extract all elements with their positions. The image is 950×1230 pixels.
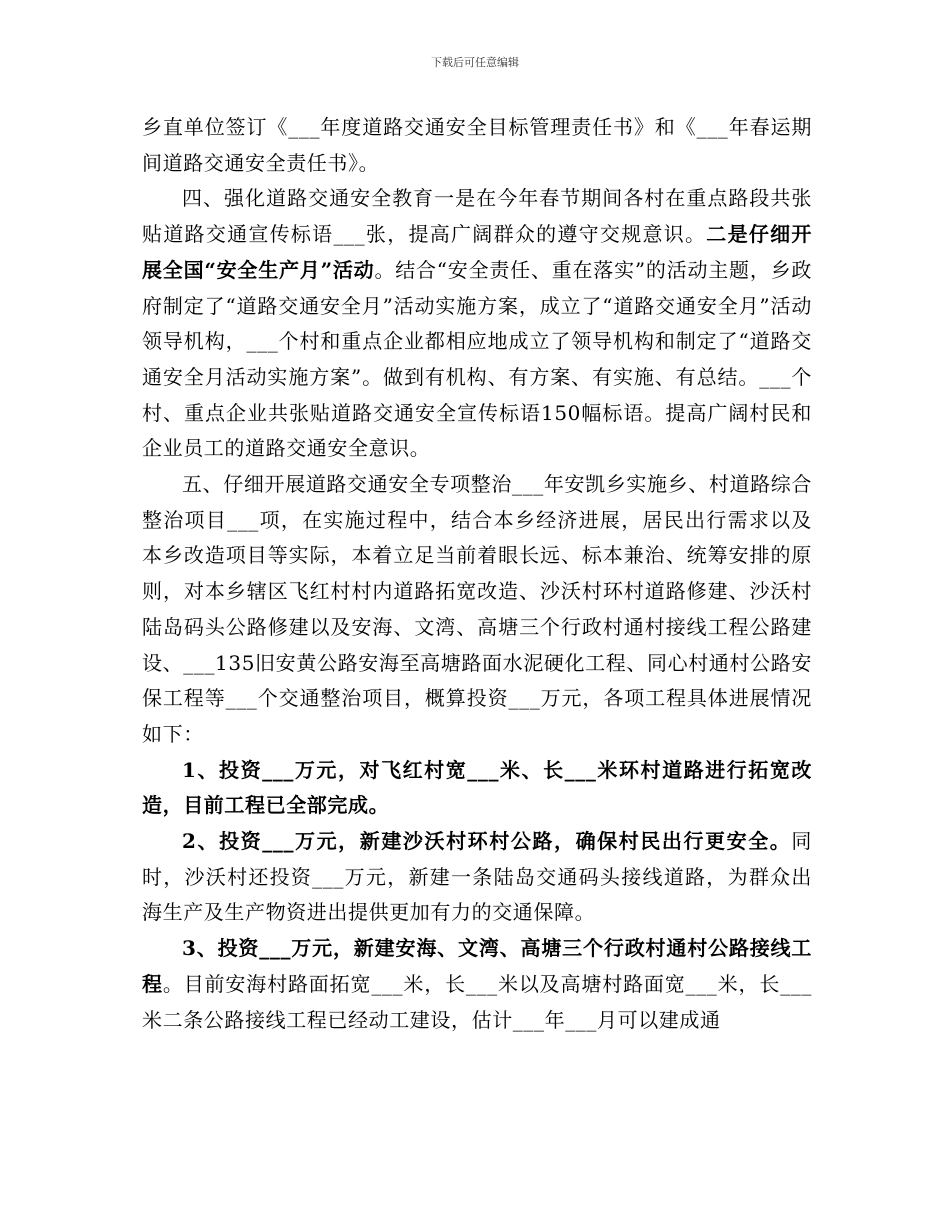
document-body (142, 110, 812, 1038)
education-text: 四、强化道路交通安全教育一是在今年春节期间各村在重点路段共张贴道路交通宣传标语___张，提高广阔群众的遵守交规意识。 (142, 186, 812, 247)
paragraph-item-2 (142, 824, 812, 931)
paragraph-rectification: 五、仔细开展道路交通安全专项整治___年安凯乡实施乡、村道路综合整治项目___项，在实施过程中，结合本乡经济进展，居民出行需求以及本乡改造项目等实际，本着立足当前着眼长远、标本兼治、统筹安排的原则，对本乡辖区飞红村村内道路拓宽改造、沙沃村环村道路修建、沙沃村陆岛码头公路修建以及安海、文湾、高塘三个行政村通村接线工程公路建设、___135旧安黄公路安海至高塘路面水泥硬化工程、同心村通村公路安保工程等___个交通整治项目，概算投资___万元，各项工程具体进展情况如下： (142, 472, 812, 746)
paragraph-education (142, 181, 812, 467)
item-3-heading: 3、投资___万元，新建安海、文湾、高塘三个行政村通村公路接线工程 (142, 936, 812, 996)
safety-month-heading: 二是仔细开展全国“安全生产月”活动 (142, 222, 812, 282)
item-2-heading: 2、投资___万元，新建沙沃村环村公路，确保村民出行更安全。 (182, 829, 792, 854)
paragraph-item-3 (142, 931, 812, 1038)
paragraph-responsibility: 乡直单位签订《___年度道路交通安全目标管理责任书》和《___年春运期间道路交通安全责任书》。 (142, 115, 812, 175)
paragraph-item-1: 1、投资___万元，对飞红村宽___米、长___米环村道路进行拓宽改造，目前工程已全部完成。 (142, 757, 812, 818)
item-2-text: 同时，沙沃村还投资___万元，新建一条陆岛交通码头接线道路，为群众出海生产及生产物资进出提供更加有力的交通保障。 (142, 829, 812, 925)
item-3-text: 。目前安海村路面拓宽___米，长___米以及高塘村路面宽___米，长___米二条公路接线工程已经动工建设，估计___年___月可以建成通 (142, 971, 812, 1032)
safety-month-text: 。结合“安全责任、重在落实”的活动主题，乡政府制定了“道路交通安全月”活动实施方案，成立了“道路交通安全月”活动领导机构，___个村和重点企业都相应地成立了领导机构和制定了“道路交通安全月活动实施方案”。做到有机构、有方案、有实施、有总结。___个村、重点企业共张贴道路交通安全宣传标语150幅标语。提高广阔村民和企业员工的道路交通安全意识。 (142, 257, 812, 461)
page-header: 下载后可任意编辑 (431, 56, 519, 69)
